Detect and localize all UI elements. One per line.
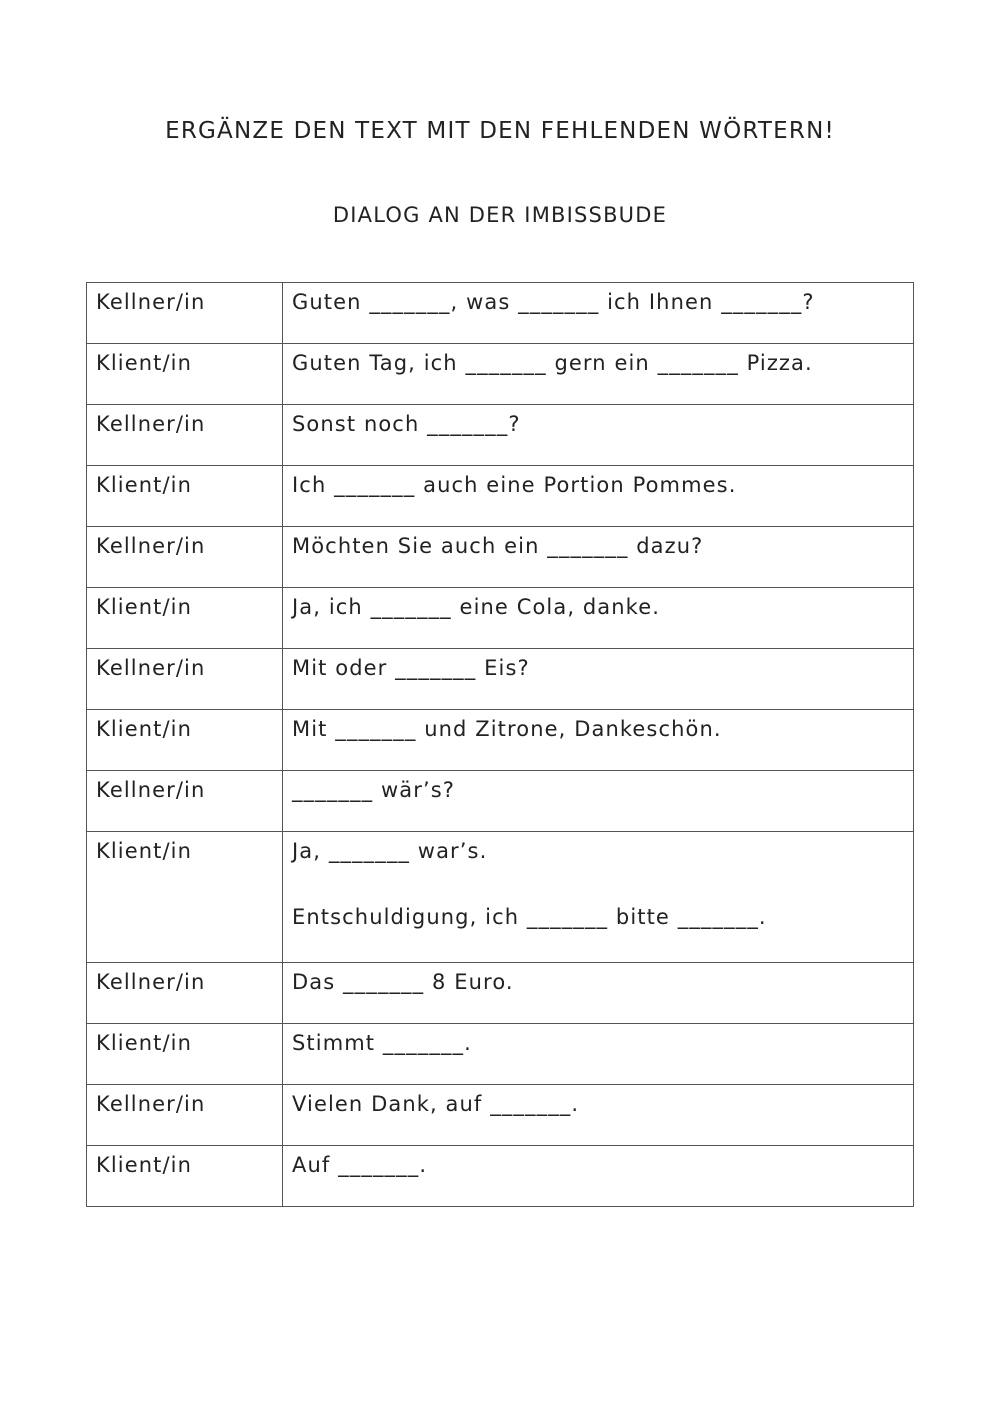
speaker-cell: Klient/in — [87, 1146, 283, 1207]
speaker-cell: Kellner/in — [87, 527, 283, 588]
speaker-cell: Klient/in — [87, 344, 283, 405]
worksheet-title: ERGÄNZE DEN TEXT MIT DEN FEHLENDEN WÖRTERN! — [165, 118, 835, 144]
dialog-line-part: Ja, _______ war’s. — [292, 839, 488, 863]
table-row — [87, 344, 914, 405]
dialog-line-part: Entschuldigung, ich _______ bitte _______. — [292, 905, 767, 929]
worksheet-subtitle: DIALOG AN DER IMBISSBUDE — [332, 203, 668, 227]
speaker-cell: Kellner/in — [87, 283, 283, 344]
table-row — [87, 1146, 914, 1207]
dialog-line: Sonst noch _______? — [283, 405, 914, 466]
dialog-line: Stimmt _______. — [283, 1024, 914, 1085]
speaker-cell: Kellner/in — [87, 649, 283, 710]
dialog-line — [283, 832, 914, 963]
speaker-cell: Klient/in — [87, 710, 283, 771]
table-row — [87, 832, 914, 963]
speaker-cell: Klient/in — [87, 588, 283, 649]
dialog-line: Ja, ich _______ eine Cola, danke. — [283, 588, 914, 649]
dialog-line: Mit oder _______ Eis? — [283, 649, 914, 710]
dialog-line: Vielen Dank, auf _______. — [283, 1085, 914, 1146]
table-row — [87, 1024, 914, 1085]
speaker-cell: Kellner/in — [87, 405, 283, 466]
speaker-cell: Kellner/in — [87, 1085, 283, 1146]
speaker-cell: Kellner/in — [87, 963, 283, 1024]
table-row — [87, 1085, 914, 1146]
dialog-line: Guten Tag, ich _______ gern ein _______ Pizza. — [283, 344, 914, 405]
speaker-cell: Klient/in — [87, 832, 283, 963]
dialog-table — [86, 282, 914, 1207]
speaker-cell: Kellner/in — [87, 771, 283, 832]
dialog-line: Mit _______ und Zitrone, Dankeschön. — [283, 710, 914, 771]
dialog-line: Das _______ 8 Euro. — [283, 963, 914, 1024]
dialog-line: Guten _______, was _______ ich Ihnen _______? — [283, 283, 914, 344]
table-row — [87, 527, 914, 588]
table-row — [87, 466, 914, 527]
table-row — [87, 283, 914, 344]
table-row — [87, 405, 914, 466]
dialog-line: Auf _______. — [283, 1146, 914, 1207]
dialog-line: _______ wär’s? — [283, 771, 914, 832]
table-row — [87, 649, 914, 710]
dialog-line: Ich _______ auch eine Portion Pommes. — [283, 466, 914, 527]
speaker-cell: Klient/in — [87, 466, 283, 527]
speaker-cell: Klient/in — [87, 1024, 283, 1085]
table-row — [87, 710, 914, 771]
table-row — [87, 771, 914, 832]
table-row — [87, 963, 914, 1024]
table-row — [87, 588, 914, 649]
dialog-line: Möchten Sie auch ein _______ dazu? — [283, 527, 914, 588]
